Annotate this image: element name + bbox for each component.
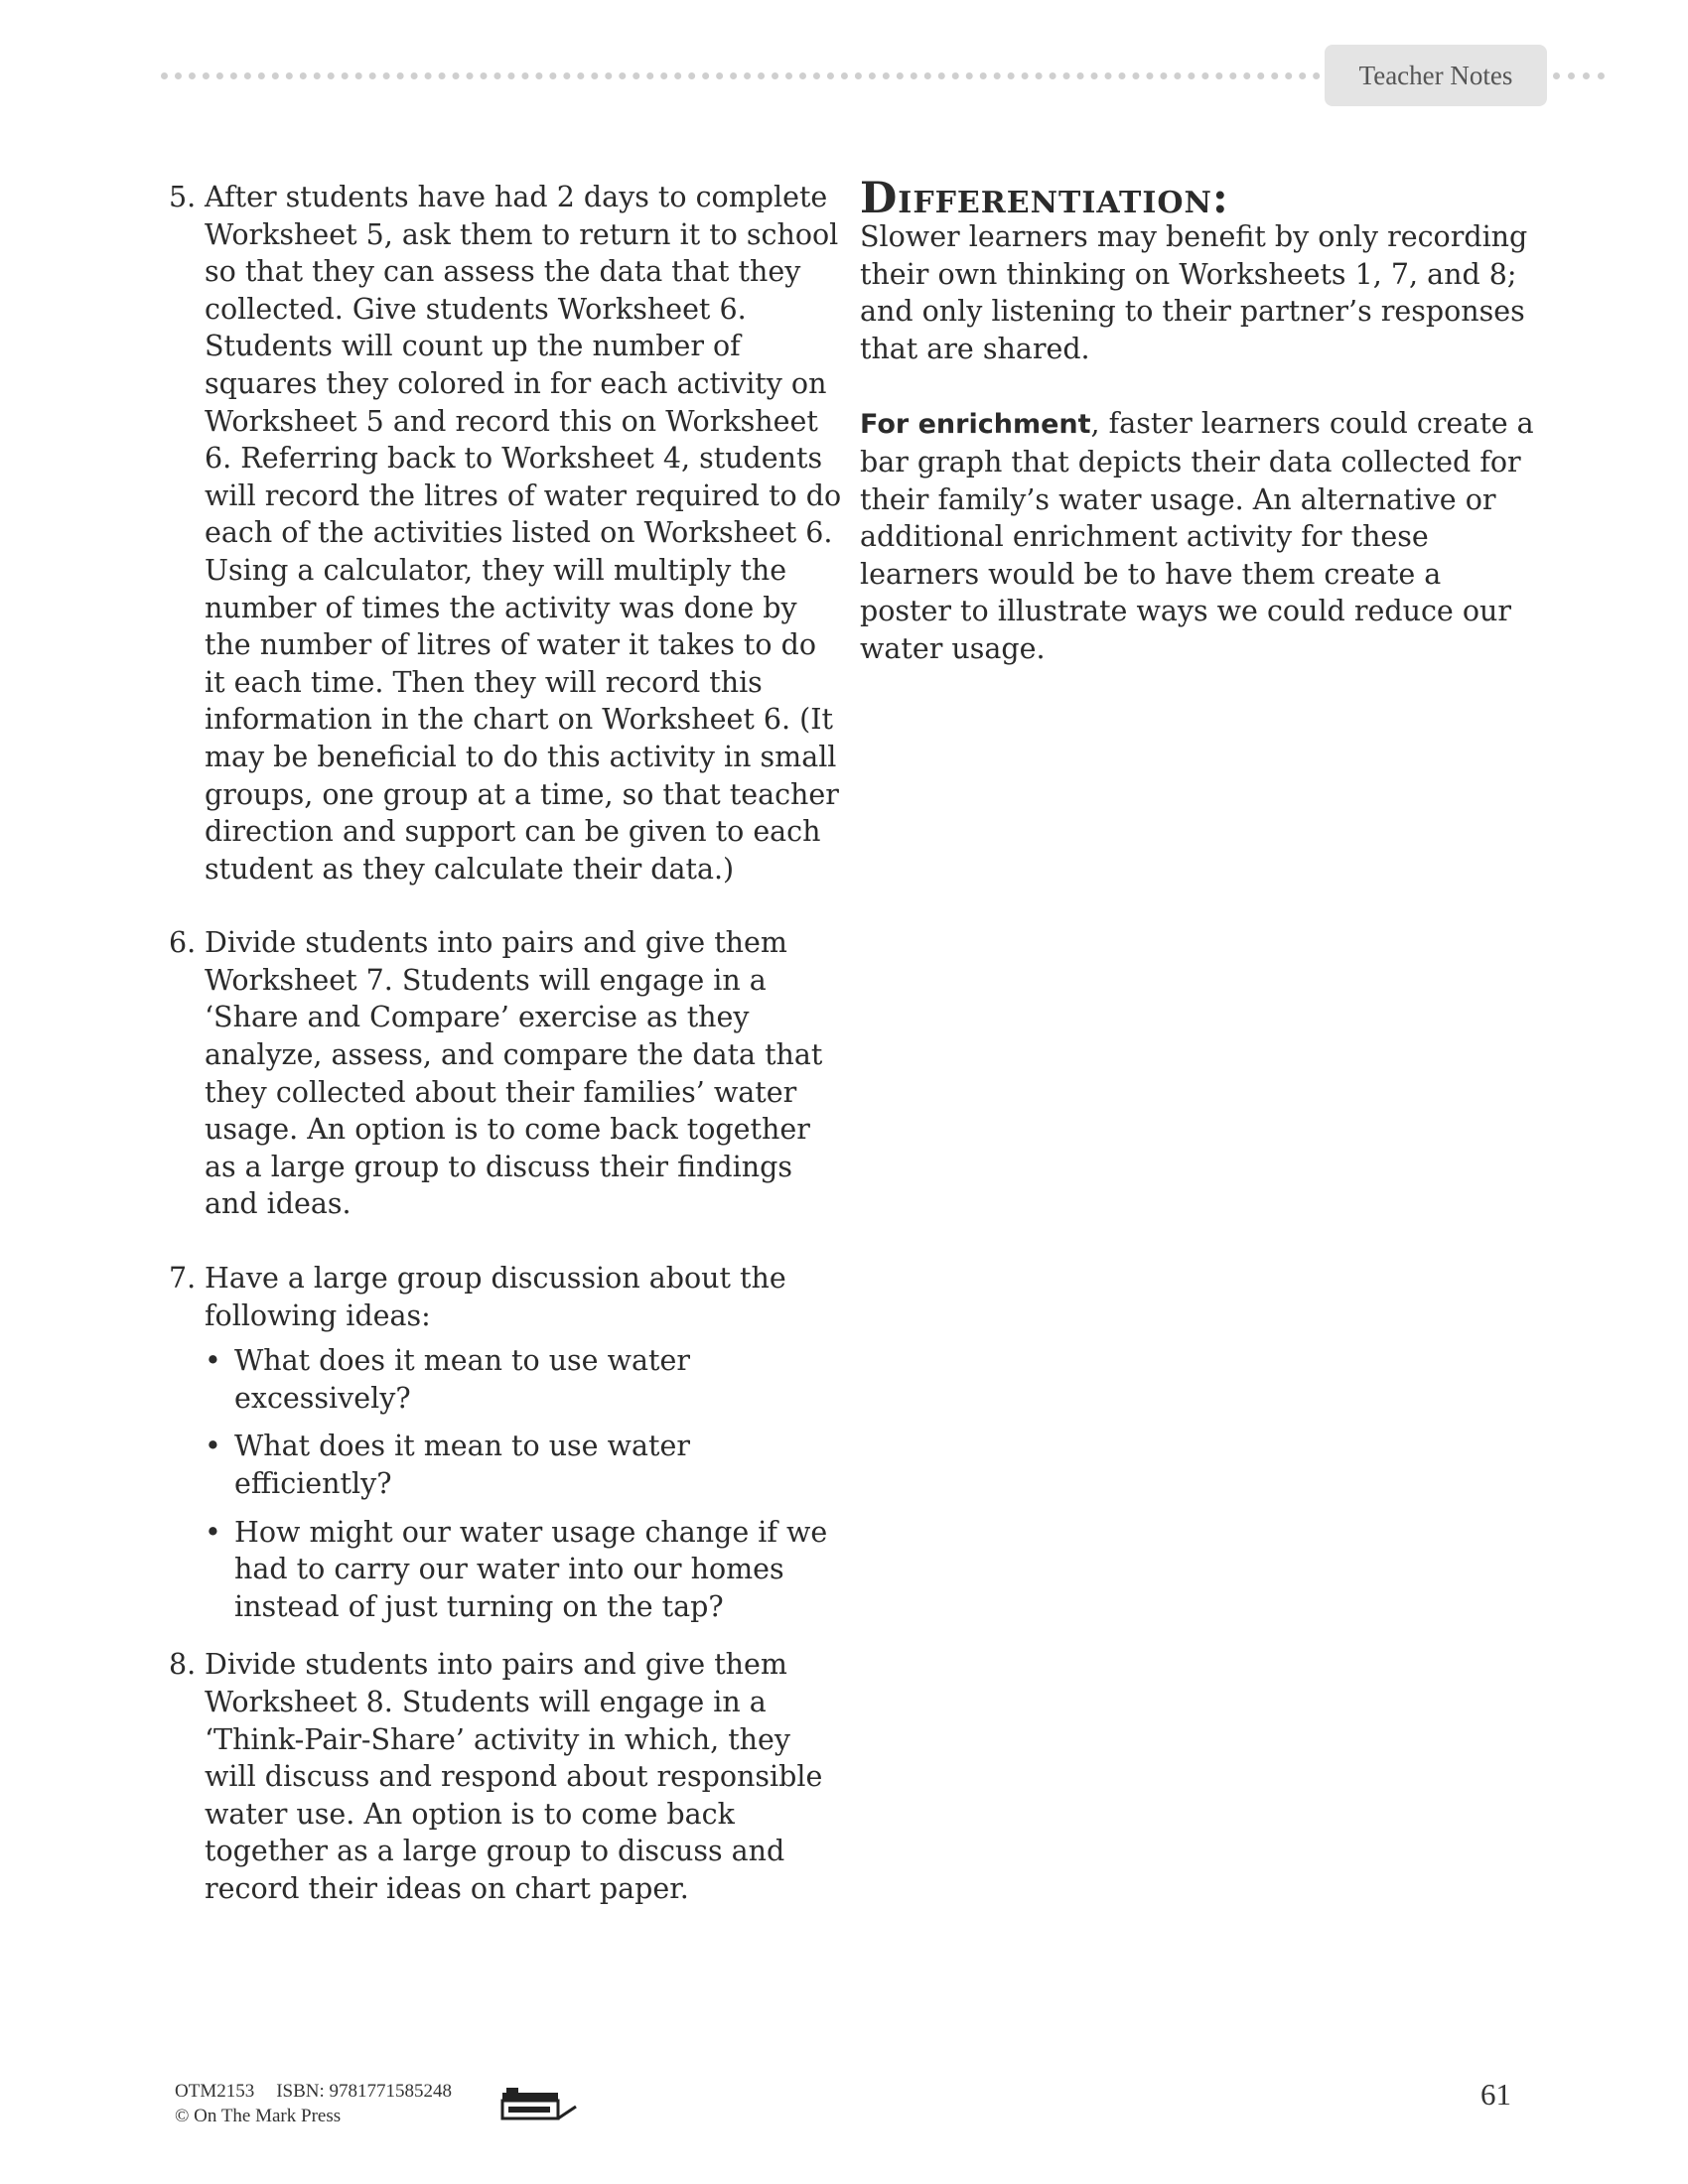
step-number: 6.: [169, 926, 197, 960]
bullet-icon: •: [205, 1430, 221, 1463]
step-text: Have a large group discussion about the following ideas:: [205, 1262, 786, 1332]
step-number: 5.: [169, 181, 197, 213]
on-the-mark-press-logo-icon: [500, 2085, 580, 2124]
differentiation-section: [860, 174, 1535, 706]
slower-learners-paragraph: Slower learners may benefit by only recording their own thinking on Worksheets 1, 7, and 8; and only listening to their partner’s responses that are shared.: [860, 220, 1528, 365]
bullet-text: How might our water usage change if we had to carry our water into our homes instead of just turning on the tap?: [234, 1515, 828, 1623]
footer-credits: [175, 2079, 452, 2128]
step-item: [169, 1646, 844, 1907]
bullet-icon: •: [205, 1344, 221, 1378]
steps-column: [169, 179, 844, 1945]
page-number: 61: [1480, 2077, 1511, 2112]
isbn: ISBN: 9781771585248: [276, 2081, 453, 2102]
header-dotted-rule-left: [161, 72, 1321, 79]
step-item: [169, 179, 844, 887]
list-item: [205, 1428, 844, 1502]
step-item: [169, 1260, 844, 1636]
step-text: Divide students into pairs and give them Worksheet 8. Students will engage in a ‘Think-Pair-Share’ activity in which, they will discuss and respond about responsible water use. An option is to come back together as a large group to discuss and record their ideas on chart paper.: [205, 1648, 823, 1905]
bullet-icon: •: [205, 1515, 221, 1549]
step-number: 8.: [169, 1648, 197, 1682]
step-number: 7.: [169, 1262, 197, 1296]
step-text: After students have had 2 days to complete Worksheet 5, ask them to return it to school so that they can assess the data that they collected. Give students Worksheet 6. Students will count up the number of squares they colored in for each activity on Worksheet 5 and record this on Worksheet 6. Referring back to Worksheet 4, students will record the litres of water required to do each of the activities listed on Worksheet 6. Using a calculator, they will multiply the number of times the activity was done by the number of litres of water it takes to do it each time. Then they will record this information in the chart on Worksheet 6. (It may be beneficial to do this activity in small groups, one group at a time, so that teacher direction and support can be given to each student as they calculate their data.): [205, 181, 842, 886]
copyright: © On The Mark Press: [175, 2106, 342, 2126]
step-item: [169, 924, 844, 1223]
discussion-bullet-list: [205, 1342, 844, 1625]
list-item: [205, 1514, 844, 1626]
list-item: [205, 1342, 844, 1417]
product-code: OTM2153: [175, 2081, 255, 2102]
differentiation-heading: Differentiation:: [860, 174, 1229, 223]
enrichment-paragraph: [860, 405, 1535, 667]
teacher-notes-tab: Teacher Notes: [1325, 45, 1547, 106]
step-text: Divide students into pairs and give them Worksheet 7. Students will engage in a ‘Share and Compare’ exercise as they analyze, assess, and compare the data that they collected about their families’ water usage. An option is to come back together as a large group to discuss their findings and ideas.: [205, 926, 823, 1221]
enrichment-lead: For enrichment: [860, 409, 1091, 441]
bullet-text: What does it mean to use water efficiently?: [234, 1430, 690, 1500]
header-dotted-rule-right: [1553, 72, 1605, 79]
bullet-text: What does it mean to use water excessively?: [234, 1344, 690, 1415]
enrichment-text: , faster learners could create a bar graph that depicts their data collected for their family’s water usage. An alternative or additional enrichment activity for these learners would be to have them create a poster to illustrate ways we could reduce our water usage.: [860, 407, 1534, 665]
